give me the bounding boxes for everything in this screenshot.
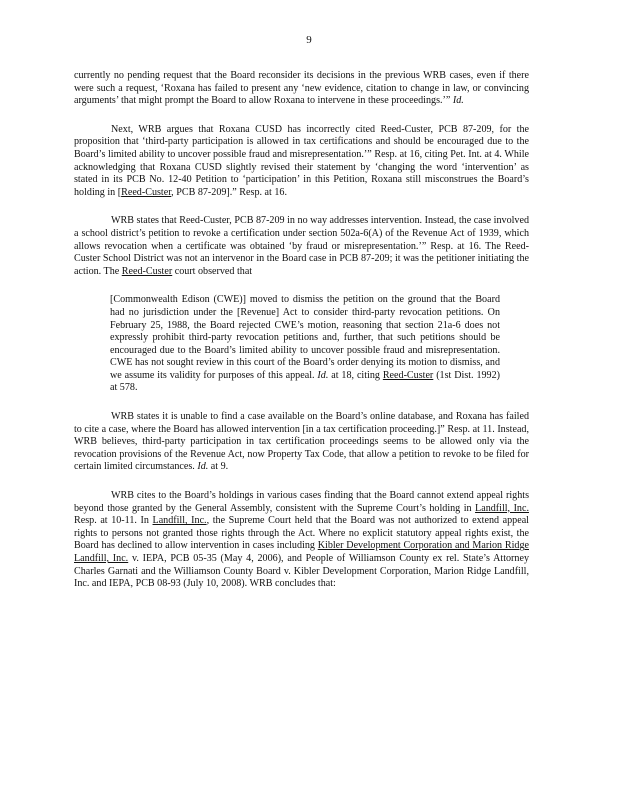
paragraph-text: WRB cites to the Board’s holdings in various cases finding that the Board cannot extend appeal rights beyond those granted by the General Assembly, consistent with the Supreme Court’s holding in	[74, 490, 529, 514]
page-number: 9	[306, 34, 312, 46]
paragraph-text: , the Supreme Court held that the Board was not authorized to extend appeal rights to persons not granted those rights through the Act. Where no explicit statutory appeal rights exist, the Board has declined to allow intervention in cases including	[74, 515, 529, 552]
paragraph-text: Next, WRB argues that Roxana CUSD has incorrectly cited Reed-Custer, PCB 87-209, for the proposition that ‘third-party participation is allowed in tax certifications and should be encouraged due to the Board’s limited ability to uncover possible fraud and misrepresentation.’” Resp. at 16, citing Pet. Int. at 4. While acknowledging that Roxana CUSD slightly revised their statement by ‘changing the word ‘intervention’ as stated in its PCB No. 12-40 Petition to ‘participation’ in this Petition, Roxana still misconstrues the Board’s holding in [	[74, 123, 529, 198]
case-citation: Reed-Custer	[382, 369, 434, 381]
paragraph-text: WRB states it is unable to find a case available on the Board’s online database, and Roxana has failed to cite a case, where the Board has allowed intervention [in a tax certification proceeding.]” Resp. at 11. Instead, WRB believes, third-party participation in tax certification proceedings seems to be allowed only via the revocation provisions of the Revenue Act, now Property Tax Code, that allow a petition to revoke to be filed for certain limited circumstances.	[74, 411, 529, 473]
case-citation: Landfill, Inc.	[152, 515, 207, 527]
document-body	[74, 70, 529, 607]
body-paragraph	[74, 411, 529, 474]
case-citation: Kibler Development Corporation and Marion Ridge Landfill, Inc.	[74, 540, 529, 564]
paragraph-text: at 18, citing	[328, 369, 383, 381]
paragraph-text: , PCB 87-209].” Resp. at 16.	[171, 186, 287, 198]
block-quote	[110, 294, 500, 395]
id-citation: Id.	[452, 95, 464, 107]
id-citation: Id.	[317, 369, 329, 381]
body-paragraph	[74, 124, 529, 200]
paragraph-text: (1st Dist. 1992) at 578.	[110, 369, 501, 394]
id-citation: Id.	[197, 461, 209, 473]
paragraph-text: at 9.	[208, 461, 229, 473]
paragraph-text: WRB states that Reed-Custer, PCB 87-209 in no way addresses intervention. Instead, the case involved a school district’s petition to revoke a certification under section 502a-6(A) of the Revenue Act of 1939, which allows revocation when a certificate was obtained ‘by fraud or misrepresentation.’” Resp. at 16. The Reed-Custer School District was not an intervenor in the Board case in PCB 87-209; it was the petitioner initiating the action. The	[74, 215, 529, 277]
case-citation: Reed-Custer	[121, 186, 172, 198]
paragraph-text: currently no pending request that the Board reconsider its decisions in the previous WRB cases, even if there were such a request, ‘Roxana has failed to present any ‘new evidence, citation to change in law, or convincing arguments’ that might prompt the Board to allow Roxana to intervene in these proceedings.’”	[74, 70, 529, 107]
body-paragraph	[74, 490, 529, 591]
paragraph-text: [Commonwealth Edison (CWE)] moved to dismiss the petition on the ground that the Board had no jurisdiction under the [Revenue] Act to consider third-party revocation petitions. On February 25, 1988, the Board rejected CWE’s motion, reasoning that section 21a-6 does not expressly prohibit third-party revocation petitions and, further, that such petitions should be encouraged due to the Board’s limited ability to uncover possible fraud and misrepresentation. CWE has not sought review in this court of the Board’s order denying its motion to dismiss, and we assume its validity for purposes of this appeal.	[110, 294, 500, 381]
body-paragraph	[74, 215, 529, 278]
paragraph-text: v. IEPA, PCB 05-35 (May 4, 2006), and People of Williamson County ex rel. State’s Attorney Charles Garnati and the Williamson County Board v. Kibler Development Corporation, Marion Ridge Landfill, Inc. and IEPA, PCB 08-93 (July 10, 2008). WRB concludes that:	[74, 553, 529, 590]
paragraph-text: Resp. at 10-11. In	[74, 515, 153, 527]
paragraph-text: court observed that	[172, 265, 253, 277]
body-paragraph	[74, 70, 529, 108]
case-citation: Landfill, Inc.	[475, 502, 529, 514]
case-citation: Reed-Custer	[121, 265, 173, 277]
